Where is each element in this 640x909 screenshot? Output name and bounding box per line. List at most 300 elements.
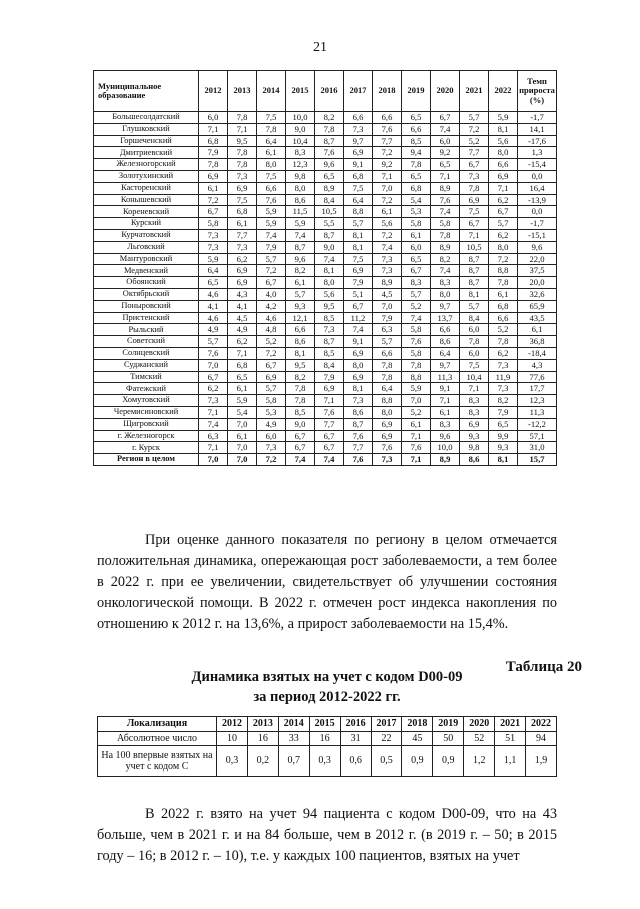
table-cell: 8,9 [315, 182, 344, 194]
table-cell: 8,9 [431, 454, 460, 466]
table-row [94, 241, 557, 253]
table-cell: 7,9 [257, 241, 286, 253]
table-cell: 22,0 [518, 253, 557, 265]
table-cell: 4,1 [199, 300, 228, 312]
table-cell: 9,8 [460, 442, 489, 454]
table-cell: 7,1 [199, 442, 228, 454]
table-cell: 8,5 [402, 135, 431, 147]
row-label-cell: На 100 впервые взятых на учет с кодом С [98, 746, 217, 777]
table-cell: 7,2 [373, 147, 402, 159]
row-label-cell: Дмитриевский [94, 147, 199, 159]
row-label-cell: Большесолдатский [94, 112, 199, 124]
table-cell: 9,1 [344, 336, 373, 348]
table-cell: 6,7 [286, 442, 315, 454]
table-cell: 9,0 [286, 123, 315, 135]
table-cell: 8,2 [315, 112, 344, 124]
table-cell: 8,8 [402, 371, 431, 383]
table-row [94, 371, 557, 383]
table-cell: -15,4 [518, 159, 557, 171]
table-cell: 7,3 [373, 454, 402, 466]
table-cell: 5,2 [489, 324, 518, 336]
table-cell: 8,0 [489, 241, 518, 253]
table-cell: 5,8 [402, 347, 431, 359]
column-header: 2021 [495, 717, 526, 732]
column-header: 2021 [460, 71, 489, 112]
table-cell: 8,0 [489, 147, 518, 159]
table-cell: 5,8 [199, 218, 228, 230]
table-cell: 8,7 [315, 336, 344, 348]
table-cell: 7,6 [257, 194, 286, 206]
table-cell: 7,0 [199, 454, 228, 466]
table-cell: 8,3 [431, 418, 460, 430]
table-row [94, 159, 557, 171]
table-row [94, 182, 557, 194]
table-cell: 7,9 [344, 277, 373, 289]
table-cell: 7,1 [373, 170, 402, 182]
table-cell: 6,3 [373, 324, 402, 336]
table-cell: 4,3 [518, 359, 557, 371]
table-cell: 7,6 [315, 406, 344, 418]
table-cell: 9,9 [489, 430, 518, 442]
table-cell: 7,4 [286, 454, 315, 466]
table-header-row [98, 717, 557, 732]
table-cell: 7,3 [460, 170, 489, 182]
row-label-cell: Хомутовский [94, 395, 199, 407]
table-cell: 7,2 [489, 253, 518, 265]
table-cell: 10,5 [460, 241, 489, 253]
table-cell: 8,2 [489, 395, 518, 407]
table-cell: 7,8 [460, 182, 489, 194]
table-cell: 7,8 [199, 159, 228, 171]
column-header: 2014 [278, 717, 309, 732]
table-cell: 6,5 [489, 418, 518, 430]
table-cell: 6,2 [228, 253, 257, 265]
table-cell: 8,5 [315, 312, 344, 324]
table-cell: 9,4 [402, 147, 431, 159]
table-cell: 10,0 [286, 112, 315, 124]
table-cell: 8,1 [315, 265, 344, 277]
column-header: 2022 [526, 717, 557, 732]
table-cell: 6,6 [489, 312, 518, 324]
table-cell: 4,5 [373, 288, 402, 300]
table-cell: 7,8 [286, 383, 315, 395]
table-cell: 57,1 [518, 430, 557, 442]
table-cell: 7,3 [228, 170, 257, 182]
table-row [94, 300, 557, 312]
table-cell: 4,0 [257, 288, 286, 300]
table-cell: 7,2 [257, 265, 286, 277]
table-cell: 6,7 [199, 206, 228, 218]
table-cell: 20,0 [518, 277, 557, 289]
table-label: Таблица 20 [505, 659, 582, 675]
table-cell: 7,6 [344, 430, 373, 442]
row-label-cell: Мантуровский [94, 253, 199, 265]
table-cell: 6,2 [199, 383, 228, 395]
table-row [94, 112, 557, 124]
table-cell: 51 [495, 732, 526, 746]
table-row [94, 194, 557, 206]
table-cell: 5,8 [431, 218, 460, 230]
row-label-cell: Щигровский [94, 418, 199, 430]
table-cell: 7,8 [489, 277, 518, 289]
table-cell: 7,0 [228, 442, 257, 454]
table-cell: 1,1 [495, 746, 526, 777]
row-label-cell: Медвенский [94, 265, 199, 277]
table-cell: 8,3 [402, 277, 431, 289]
table-cell: 5,2 [460, 135, 489, 147]
table-cell: 9,5 [315, 300, 344, 312]
table-cell: 7,4 [402, 312, 431, 324]
table-cell: 6,7 [286, 430, 315, 442]
table-cell: 31 [340, 732, 371, 746]
table-cell: 7,1 [431, 395, 460, 407]
table-row [94, 253, 557, 265]
table-cell: 6,1 [402, 229, 431, 241]
table-cell: 7,7 [315, 418, 344, 430]
table-cell: 8,7 [315, 229, 344, 241]
table-cell: 8,4 [460, 312, 489, 324]
table-cell: 7,1 [402, 430, 431, 442]
table-cell: 8,5 [286, 406, 315, 418]
table-cell: 9,3 [460, 430, 489, 442]
table-row [94, 454, 557, 466]
table-cell: 94 [526, 732, 557, 746]
table-cell: 9,5 [286, 359, 315, 371]
table-row [94, 218, 557, 230]
table-cell: 6,0 [431, 135, 460, 147]
table-cell: 43,5 [518, 312, 557, 324]
row-label-cell: Касторенский [94, 182, 199, 194]
table-cell: 7,4 [373, 241, 402, 253]
table-cell: 7,6 [402, 336, 431, 348]
table-cell: 7,4 [315, 253, 344, 265]
table-cell: 8,9 [431, 182, 460, 194]
column-header: 2018 [402, 717, 433, 732]
row-label-cell: Октябрьский [94, 288, 199, 300]
paragraph-region-dynamics [97, 530, 557, 635]
table-cell: 5,5 [315, 218, 344, 230]
table-cell: 6,9 [228, 265, 257, 277]
table-cell: 5,4 [402, 194, 431, 206]
table-cell: 4,2 [257, 300, 286, 312]
table-cell: 8,0 [257, 159, 286, 171]
table-cell: 4,8 [257, 324, 286, 336]
table-cell: 7,2 [373, 229, 402, 241]
table-cell: 17,7 [518, 383, 557, 395]
table-cell: 8,5 [315, 347, 344, 359]
table-cell: 6,7 [344, 300, 373, 312]
table-cell: 7,0 [402, 395, 431, 407]
table-cell: 6,8 [199, 135, 228, 147]
table-row [94, 123, 557, 135]
table-cell: 8,0 [373, 406, 402, 418]
table-cell: 6,1 [228, 430, 257, 442]
table-cell: 8,7 [315, 135, 344, 147]
table-row [94, 395, 557, 407]
table-row [94, 229, 557, 241]
table-cell: 6,9 [460, 418, 489, 430]
table-cell: 7,8 [228, 147, 257, 159]
table-header-row [94, 71, 557, 112]
table-cell: 5,7 [257, 253, 286, 265]
table-row [94, 442, 557, 454]
table-cell: 8,4 [315, 194, 344, 206]
table-cell: 0,7 [278, 746, 309, 777]
column-header: Темп прироста (%) [518, 71, 557, 112]
table-cell: -12,2 [518, 418, 557, 430]
table-cell: 7,0 [228, 454, 257, 466]
table-cell: 6,1 [257, 147, 286, 159]
table-cell: 8,1 [489, 123, 518, 135]
table-cell: 6,0 [402, 241, 431, 253]
table-cell: 9,1 [344, 159, 373, 171]
table-cell: 7,0 [199, 359, 228, 371]
table-cell: 7,6 [402, 442, 431, 454]
table-cell: 6,8 [228, 206, 257, 218]
table-cell: 7,4 [286, 229, 315, 241]
table-cell: 14,1 [518, 123, 557, 135]
row-label-cell: Солнцевский [94, 347, 199, 359]
table-cell: 6,6 [431, 324, 460, 336]
table-cell: 8,6 [286, 194, 315, 206]
row-label-cell: Абсолютное число [98, 732, 217, 746]
table-cell: 4,6 [257, 312, 286, 324]
table-cell: 5,9 [228, 395, 257, 407]
table-row [94, 135, 557, 147]
table-cell: 7,7 [460, 147, 489, 159]
table-row [94, 206, 557, 218]
table-row [94, 277, 557, 289]
table-cell: 8,9 [431, 241, 460, 253]
table-cell: 5,7 [257, 383, 286, 395]
table-cell: 5,8 [257, 395, 286, 407]
row-label-cell: Рыльский [94, 324, 199, 336]
table-cell: 6,2 [489, 347, 518, 359]
table-cell: 8,7 [344, 418, 373, 430]
table-cell: 6,5 [431, 159, 460, 171]
column-header: 2022 [489, 71, 518, 112]
table-cell: 12,1 [286, 312, 315, 324]
column-header: 2017 [344, 71, 373, 112]
table-cell: 7,3 [489, 359, 518, 371]
table-cell: 5,4 [228, 406, 257, 418]
table-cell: 10,4 [286, 135, 315, 147]
table-cell: 10,5 [315, 206, 344, 218]
table-cell: 7,8 [257, 123, 286, 135]
table-cell: 16 [309, 732, 340, 746]
paragraph-text: При оценке данного показателя по региону в целом отмечается положительная динамика, опережающая рост заболеваемости, а тем более в 2022 г. при ее увеличении, свидетельствует об улучшении состояния онкологической помощи. В 2022 г. отмечен рост индекса накопления по отношению к 2012 г. на 13,6%, а прирост заболеваемости на 15,4%. [97, 532, 557, 632]
table-cell: 0,0 [518, 206, 557, 218]
table-cell: 7,6 [373, 123, 402, 135]
table-caption [97, 667, 557, 707]
table-row [94, 147, 557, 159]
table-row [94, 359, 557, 371]
column-header: 2017 [371, 717, 402, 732]
table-cell: 6,8 [228, 359, 257, 371]
row-label-cell: Советский [94, 336, 199, 348]
table-cell: 4,9 [199, 324, 228, 336]
table-cell: 8,1 [460, 288, 489, 300]
page-number: 21 [313, 40, 327, 55]
table-cell: 45 [402, 732, 433, 746]
column-header: 2016 [340, 717, 371, 732]
table-cell: 6,9 [257, 371, 286, 383]
table-cell: 7,6 [199, 347, 228, 359]
table-cell: 6,6 [257, 182, 286, 194]
table-cell: 4,5 [228, 312, 257, 324]
table-cell: 6,9 [199, 170, 228, 182]
table-cell: 7,1 [460, 383, 489, 395]
table-cell: 4,6 [199, 312, 228, 324]
table-cell: 7,2 [373, 194, 402, 206]
table-cell: 4,6 [199, 288, 228, 300]
table-cell: 11,5 [286, 206, 315, 218]
table-cell: -17,6 [518, 135, 557, 147]
table-cell: 7,5 [257, 170, 286, 182]
table-cell: 7,0 [373, 182, 402, 194]
table-cell: 6,9 [344, 147, 373, 159]
table-cell: 7,7 [344, 442, 373, 454]
table-cell: 8,8 [489, 265, 518, 277]
table-cell: 6,4 [373, 383, 402, 395]
row-label-cell: Обоянский [94, 277, 199, 289]
table-cell: 7,1 [199, 406, 228, 418]
table-cell: 5,7 [344, 218, 373, 230]
table-cell: 7,5 [460, 359, 489, 371]
table-cell: 5,7 [286, 288, 315, 300]
row-label-cell: Горшеченский [94, 135, 199, 147]
table-cell: 7,1 [402, 454, 431, 466]
table-cell: 7,8 [286, 395, 315, 407]
row-label-cell: Черемисиновский [94, 406, 199, 418]
table-cell: 6,1 [373, 206, 402, 218]
table-cell: 8,0 [431, 288, 460, 300]
table-cell: 6,1 [228, 383, 257, 395]
table-cell: 9,6 [315, 159, 344, 171]
table-cell: 7,3 [315, 324, 344, 336]
column-header: 2012 [199, 71, 228, 112]
table-cell: 33 [278, 732, 309, 746]
column-header: 2018 [373, 71, 402, 112]
table-cell: 6,1 [489, 288, 518, 300]
table-cell: 7,1 [489, 182, 518, 194]
row-label-cell: Золотухинский [94, 170, 199, 182]
table-cell: 6,8 [402, 182, 431, 194]
table-cell: 7,3 [228, 241, 257, 253]
table-cell: 6,6 [402, 123, 431, 135]
table-cell: 7,3 [373, 265, 402, 277]
table-cell: 5,6 [489, 135, 518, 147]
table-cell: 5,9 [489, 112, 518, 124]
table-cell: -1,7 [518, 218, 557, 230]
table-cell: 4,9 [257, 418, 286, 430]
row-label-cell: Глушковский [94, 123, 199, 135]
table-cell: 8,3 [460, 406, 489, 418]
table-cell: 7,7 [228, 229, 257, 241]
table-cell: 7,5 [344, 182, 373, 194]
table-cell: 7,4 [431, 265, 460, 277]
table-cell: 7,6 [315, 147, 344, 159]
table-cell: 9,6 [518, 241, 557, 253]
table-cell: 6,9 [373, 418, 402, 430]
table-cell: 6,2 [228, 336, 257, 348]
table-cell: 5,9 [257, 218, 286, 230]
table-cell: 6,0 [199, 112, 228, 124]
table-cell: 7,5 [460, 206, 489, 218]
table-cell: 8,1 [489, 454, 518, 466]
table-cell: 8,3 [460, 395, 489, 407]
table-cell: 8,8 [373, 395, 402, 407]
column-header: Муниципальное образование [94, 71, 199, 112]
table-cell: 6,5 [315, 170, 344, 182]
table-cell: 6,9 [344, 371, 373, 383]
row-label-cell: Пристенский [94, 312, 199, 324]
table-cell: 8,6 [431, 336, 460, 348]
table-cell: 0,9 [402, 746, 433, 777]
table-cell: 8,3 [286, 147, 315, 159]
table-cell: 9,7 [431, 300, 460, 312]
table-cell: 0,2 [247, 746, 278, 777]
row-label-cell: Тимский [94, 371, 199, 383]
table-caption-line: Динамика взятых на учет с кодом D00-09 [191, 669, 463, 685]
table-row [94, 383, 557, 395]
table-cell: 6,7 [257, 359, 286, 371]
table-cell: 7,8 [460, 336, 489, 348]
table-cell: 6,6 [373, 347, 402, 359]
table-cell: 9,3 [286, 300, 315, 312]
table-cell: 7,8 [228, 112, 257, 124]
table-cell: 7,9 [373, 312, 402, 324]
table-cell: 6,8 [344, 170, 373, 182]
table-cell: 13,7 [431, 312, 460, 324]
row-label-cell: г. Курск [94, 442, 199, 454]
table-cell: 6,4 [344, 194, 373, 206]
table-cell: 16 [247, 732, 278, 746]
column-header: 2020 [431, 71, 460, 112]
table-cell: 7,1 [228, 347, 257, 359]
table-cell: 5,9 [199, 253, 228, 265]
column-header: 2019 [402, 71, 431, 112]
table-cell: 8,1 [344, 383, 373, 395]
table-cell: 7,1 [431, 170, 460, 182]
table-cell: 7,4 [431, 206, 460, 218]
table-cell: 8,0 [344, 359, 373, 371]
column-header: Локализация [98, 717, 217, 732]
table-row [94, 347, 557, 359]
row-label-cell: Железногорский [94, 159, 199, 171]
table-cell: 6,9 [228, 182, 257, 194]
table-cell: 7,3 [344, 123, 373, 135]
table-cell: 6,5 [402, 253, 431, 265]
column-header: 2016 [315, 71, 344, 112]
table-cell: 6,7 [431, 112, 460, 124]
table-cell: 7,3 [257, 442, 286, 454]
table-cell: 6,0 [460, 324, 489, 336]
table-cell: 32,6 [518, 288, 557, 300]
table-cell: 7,3 [199, 395, 228, 407]
table-cell: 7,3 [199, 229, 228, 241]
row-label-cell: Регион в целом [94, 454, 199, 466]
table-cell: 7,9 [489, 406, 518, 418]
table-cell: 12,3 [286, 159, 315, 171]
table-cell: 22 [371, 732, 402, 746]
table-cell: 9,3 [489, 442, 518, 454]
table-cell: 1,2 [464, 746, 495, 777]
table-cell: 6,9 [373, 430, 402, 442]
table-cell: 11,2 [344, 312, 373, 324]
table-row [94, 288, 557, 300]
table-cell: 9,6 [431, 430, 460, 442]
